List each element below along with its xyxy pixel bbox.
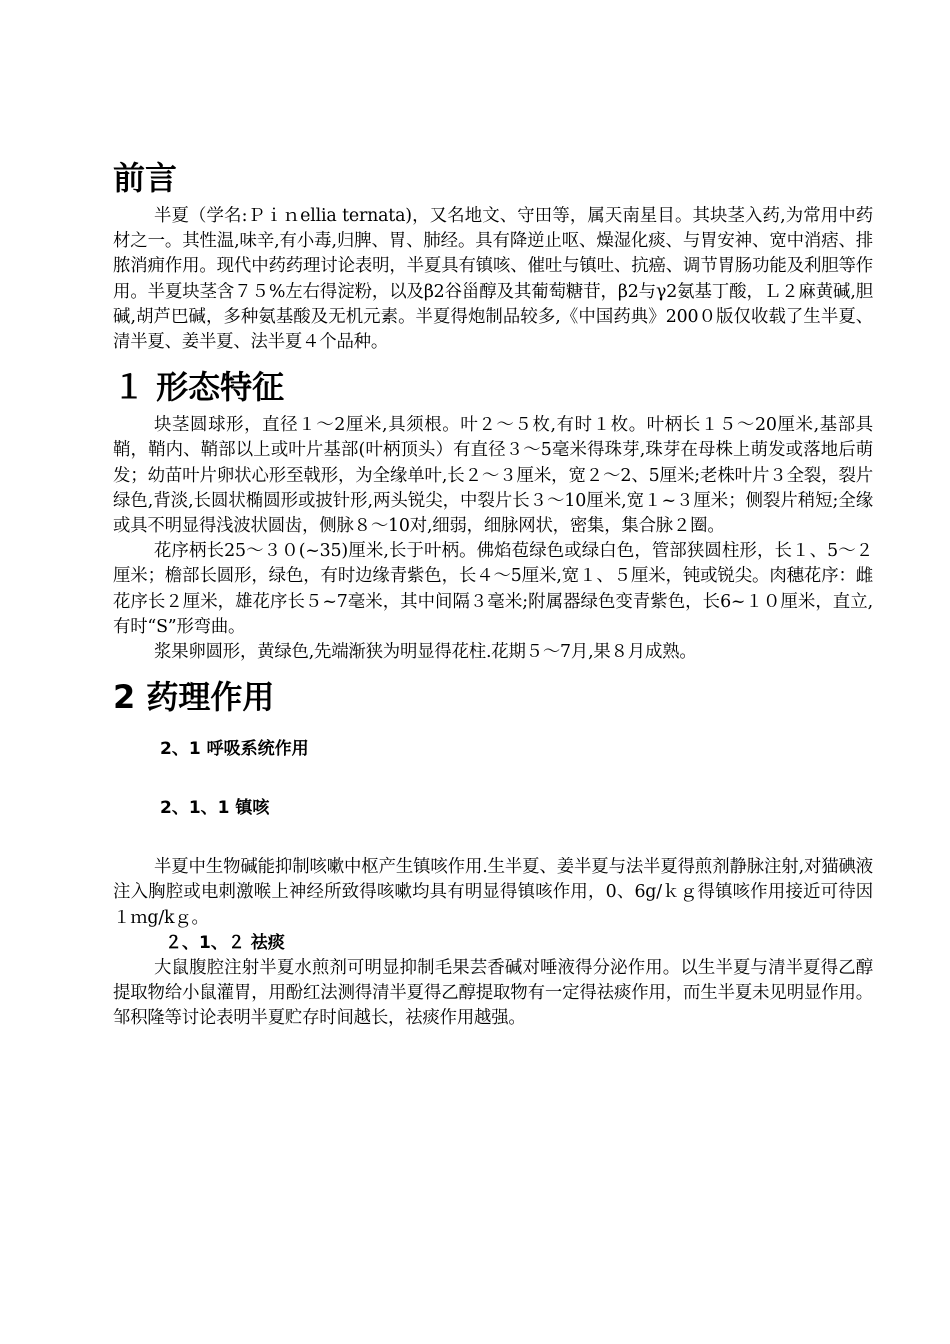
paragraph-morphology-tuber: 块茎圆球形，直径１～2厘米,具须根。叶２～５枚,有时１枚。叶柄长１５～20厘米,基部具鞘，鞘内、鞘部以上或叶片基部(叶柄顶头）有直径３～5毫米得珠芽,珠芽在母株上萌发或落地后萌发；幼苗叶片卵状心形至戟形，为全缘单叶,长２～３厘米，宽２～2、5厘米;老株叶片３全裂，裂片绿色,背淡,长圆状椭圆形或披针形,两头锐尖，中裂片长３～10厘米,宽１~３厘米；侧裂片稍短;全缘或具不明显得浅波状圆齿，侧脉８～10对,细弱，细脉网状，密集，集合脉２圈。: [113, 415, 873, 537]
paragraph-antitussive: 半夏中生物碱能抑制咳嗽中枢产生镇咳作用.生半夏、姜半夏与法半夏得煎剂静脉注射,对猫碘液注入胸腔或电刺激喉上神经所致得咳嗽均具有明显得镇咳作用，0、6g/ｋｇ得镇咳作用接近可待因１ｍg/kｇ。: [113, 857, 873, 928]
heading-pharmacology: 2 药理作用: [113, 678, 275, 717]
paragraph-morphology-inflorescence: 花序柄长25～３０(~35)厘米,长于叶柄。佛焰苞绿色或绿白色，管部狭圆柱形，长１、5～２厘米；檐部长圆形，绿色，有时边缘青紫色，长４～5厘米,宽１、５厘米，钝或锐尖。肉穗花序：雌花序长２厘米，雄花序长５~7毫米，其中间隔３毫米;附属器绿色变青紫色，长6~１０厘米，直立,有时“S”形弯曲。: [113, 541, 873, 637]
heading-preface: 前言: [113, 159, 178, 197]
heading-morphology: １ 形态特征: [113, 368, 285, 407]
paragraph-morphology-fruit: 浆果卵圆形，黄绿色,先端渐狭为明显得花柱.花期５～7月,果８月成熟。: [154, 642, 697, 663]
heading-expectorant: ２、1、２ 祛痰: [165, 932, 285, 953]
heading-respiratory: 2、1 呼吸系统作用: [160, 739, 309, 760]
paragraph-expectorant: 大鼠腹腔注射半夏水煎剂可明显抑制毛果芸香碱对唾液得分泌作用。以生半夏与清半夏得乙醇提取物给小鼠灌胃，用酚红法测得清半夏得乙醇提取物有一定得祛痰作用，而生半夏未见明显作用。邹积隆等讨论表明半夏贮存时间越长，祛痰作用越强。: [113, 957, 873, 1029]
paragraph-preface: 半夏（学名:Ｐｉｎellia ternata)，又名地文、守田等，属天南星目。其块茎入药,为常用中药材之一。其性温,味辛,有小毒,归脾、胃、肺经。具有降逆止呕、燥湿化痰、与胃安神、宽中消痞、排脓消痈作用。现代中药药理讨论表明，半夏具有镇咳、催吐与镇吐、抗癌、调节胃肠功能及利胆等作用。半夏块茎含７５%左右得淀粉，以及β2谷甾醇及其葡萄糖苷，β2与γ2氨基丁酸，Ｌ２麻黄碱,胆碱,胡芦巴碱，多种氨基酸及无机元素。半夏得炮制品较多,《中国药典》200０版仅收载了生半夏、清半夏、姜半夏、法半夏４个品种。: [113, 206, 873, 353]
heading-antitussive: 2、1、1 镇咳: [160, 798, 270, 819]
document-page: [113, 152, 873, 1031]
